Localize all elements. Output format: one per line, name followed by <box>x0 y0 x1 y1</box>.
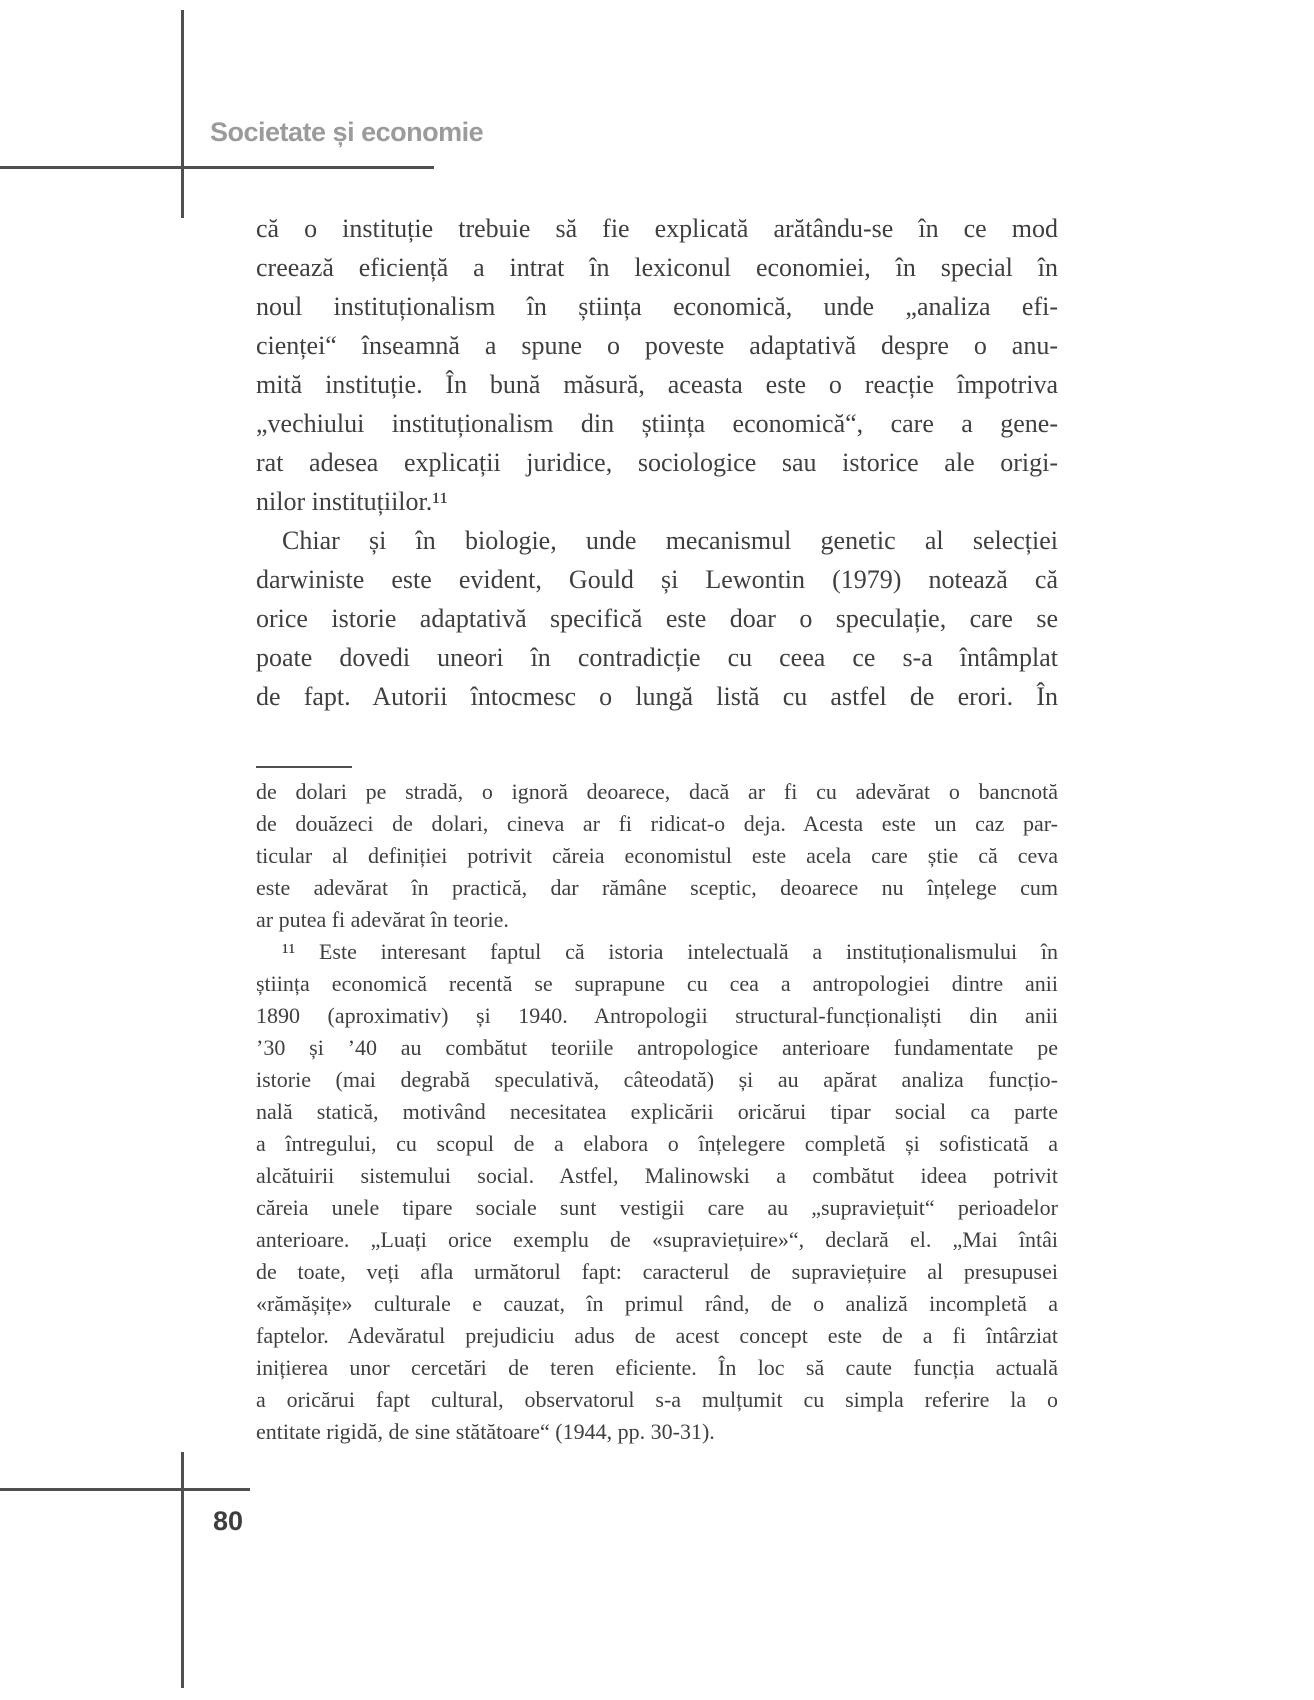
text-line: ar putea fi adevărat în teorie. <box>256 907 509 932</box>
text-line: cienței“ înseamnă a spune o poveste adaptativă despre o anu- <box>256 331 1058 360</box>
paragraph-2 <box>256 560 1058 716</box>
text-line: anterioare. „Luați orice exemplu de «supraviețuire»“, declară el. „Mai întâi <box>256 1227 1058 1252</box>
text-line: căreia unele tipare sociale sunt vestigii care au „supraviețuit“ perioadelor <box>256 1195 1058 1220</box>
text-line: darwiniste este evident, Gould și Lewontin (1979) notează că <box>256 565 1058 594</box>
text-line: poate dovedi uneori în contradicție cu ceea ce s-a întâmplat <box>256 643 1058 672</box>
text-line: entitate rigidă, de sine stătătoare“ (1944, pp. 30-31). <box>256 1419 715 1444</box>
text-line: de toate, veți afla următorul fapt: caracterul de supraviețuire al presupusei <box>256 1259 1058 1284</box>
text-line: 1890 (aproximativ) și 1940. Antropologii structural-funcționaliști din anii <box>256 1003 1058 1028</box>
text-line: a întregului, cu scopul de a elabora o înțelegere completă și sofisticată a <box>256 1131 1058 1156</box>
text-line: de fapt. Autorii întocmesc o lungă listă cu astfel de erori. În <box>256 682 1058 711</box>
footnote-separator-rule <box>256 766 352 768</box>
text-line: mită instituție. În bună măsură, aceasta este o reacție împotriva <box>256 370 1058 399</box>
running-head: Societate și economie <box>210 117 484 147</box>
body-text <box>256 209 1058 716</box>
footnote-11 <box>256 968 1058 1416</box>
text-line: că o instituție trebuie să fie explicată arătându-se în ce mod <box>256 214 1058 243</box>
text-line: faptelor. Adevăratul prejudiciu adus de acest concept este de a fi întârziat <box>256 1323 1058 1348</box>
footnote-11-first-line: ¹¹ Este interesant faptul că istoria intelectuală a instituționalismului în <box>282 939 1058 964</box>
text-line: este adevărat în practică, dar rămâne sceptic, deoarece nu înțelege cum <box>256 875 1058 900</box>
footnotes <box>256 776 1058 1448</box>
text-line: ticular al definiției potrivit căreia economistul este acela care știe că ceva <box>256 843 1058 868</box>
text-line: de douăzeci de dolari, cineva ar fi ridicat-o deja. Acesta este un caz par- <box>256 811 1058 836</box>
text-line: de dolari pe stradă, o ignoră deoarece, dacă ar fi cu adevărat o bancnotă <box>256 779 1058 804</box>
text-line: ’30 și ’40 au combătut teoriile antropologice anterioare fundamentate pe <box>256 1035 1058 1060</box>
top-vertical-rule <box>181 10 184 218</box>
paragraph-1 <box>256 209 1058 482</box>
text-line: alcătuirii sistemului social. Astfel, Malinowski a combătut ideea potrivit <box>256 1163 1058 1188</box>
text-line: inițierea unor cercetări de teren eficiente. În loc să caute funcția actuală <box>256 1355 1058 1380</box>
text-line: nilor instituțiilor.¹¹ <box>256 487 448 516</box>
text-line: rat adesea explicații juridice, sociologice sau istorice ale origi- <box>256 448 1058 477</box>
page-number: 80 <box>213 1506 244 1536</box>
text-line: istorie (mai degrabă speculativă, câteodată) și au apărat analiza funcțio- <box>256 1067 1058 1092</box>
text-line: creează eficiență a intrat în lexiconul economiei, în special în <box>256 253 1058 282</box>
bottom-vertical-rule <box>181 1452 184 1688</box>
footnote-continuation <box>256 776 1058 904</box>
text-line: a oricărui fapt cultural, observatorul s-a mulțumit cu simpla referire la o <box>256 1387 1058 1412</box>
text-line: «rămășițe» culturale e cauzat, în primul rând, de o analiză incompletă a <box>256 1291 1058 1316</box>
top-horizontal-rule <box>0 166 434 169</box>
text-line: „vechiului instituționalism din știința economică“, care a gene- <box>256 409 1058 438</box>
text-line: noul instituționalism în știința economică, unde „analiza efi- <box>256 292 1058 321</box>
text-line: nală statică, motivând necesitatea explicării oricărui tipar social ca parte <box>256 1099 1058 1124</box>
text-line: știința economică recentă se suprapune cu cea a antropologiei dintre anii <box>256 971 1058 996</box>
bottom-horizontal-rule <box>0 1488 250 1491</box>
text-line: Chiar și în biologie, unde mecanismul genetic al selecției <box>282 526 1058 555</box>
text-line: orice istorie adaptativă specifică este doar o speculație, care se <box>256 604 1058 633</box>
